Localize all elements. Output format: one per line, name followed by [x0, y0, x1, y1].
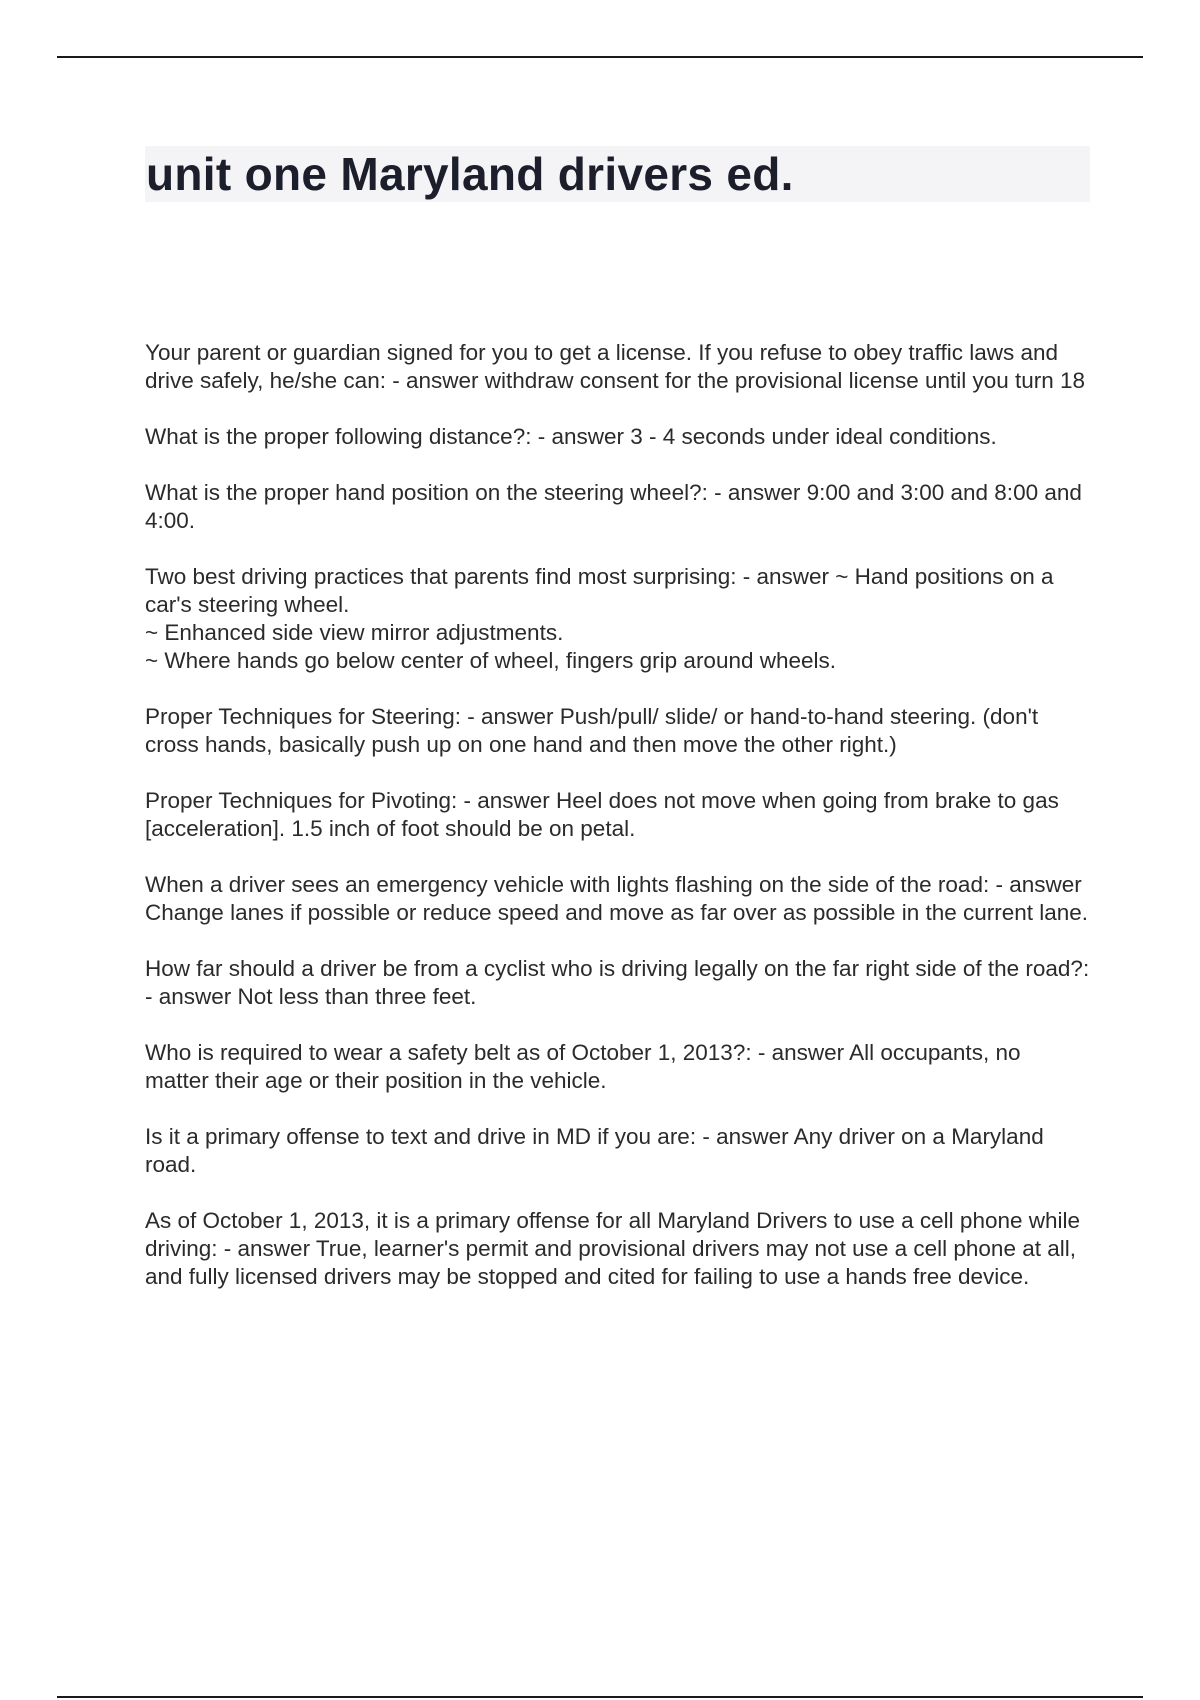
flashcard: What is the proper hand position on the steering wheel?: - answer 9:00 and 3:00 and 8:00 and 4:00. — [145, 480, 1082, 533]
flashcard: What is the proper following distance?: - answer 3 - 4 seconds under ideal conditions. — [145, 424, 997, 449]
flashcard: Is it a primary offense to text and drive in MD if you are: - answer Any driver on a Maryland road. — [145, 1124, 1044, 1177]
flashcard: When a driver sees an emergency vehicle with lights flashing on the side of the road: - answer Change lanes if possible or reduce speed and move as far over as possible in the current lane. — [145, 872, 1089, 925]
document-body — [145, 146, 1090, 1319]
flashcard: Two best driving practices that parents find most surprising: - answer ~ Hand positions on a car's steering wheel. ~ Enhanced side view mirror adjustments. ~ Where hands go below center of wheel, fingers grip around wheels. — [145, 564, 1054, 673]
bottom-rule — [57, 1696, 1143, 1698]
flashcard: As of October 1, 2013, it is a primary offense for all Maryland Drivers to use a cell phone while driving: - answer True, learner's permit and provisional drivers may not use a cell phone at all, and fully licensed drivers may be stopped and cited for failing to use a hands free device. — [145, 1208, 1081, 1289]
flashcard: How far should a driver be from a cyclist who is driving legally on the far right side of the road?: - answer Not less than three feet. — [145, 956, 1090, 1009]
top-rule — [57, 56, 1143, 58]
page-title: unit one Maryland drivers ed. — [145, 146, 1090, 202]
flashcard: Your parent or guardian signed for you to get a license. If you refuse to obey traffic laws and drive safely, he/she can: - answer withdraw consent for the provisional license until you turn 18 — [145, 340, 1086, 393]
flashcard-list — [145, 339, 1090, 1291]
flashcard: Who is required to wear a safety belt as of October 1, 2013?: - answer All occupants, no matter their age or their position in the vehicle. — [145, 1040, 1021, 1093]
flashcard: Proper Techniques for Steering: - answer Push/pull/ slide/ or hand-to-hand steering. (don't cross hands, basically push up on one hand and then move the other right.) — [145, 704, 1039, 757]
flashcard: Proper Techniques for Pivoting: - answer Heel does not move when going from brake to gas [acceleration]. 1.5 inch of foot should be on petal. — [145, 788, 1059, 841]
